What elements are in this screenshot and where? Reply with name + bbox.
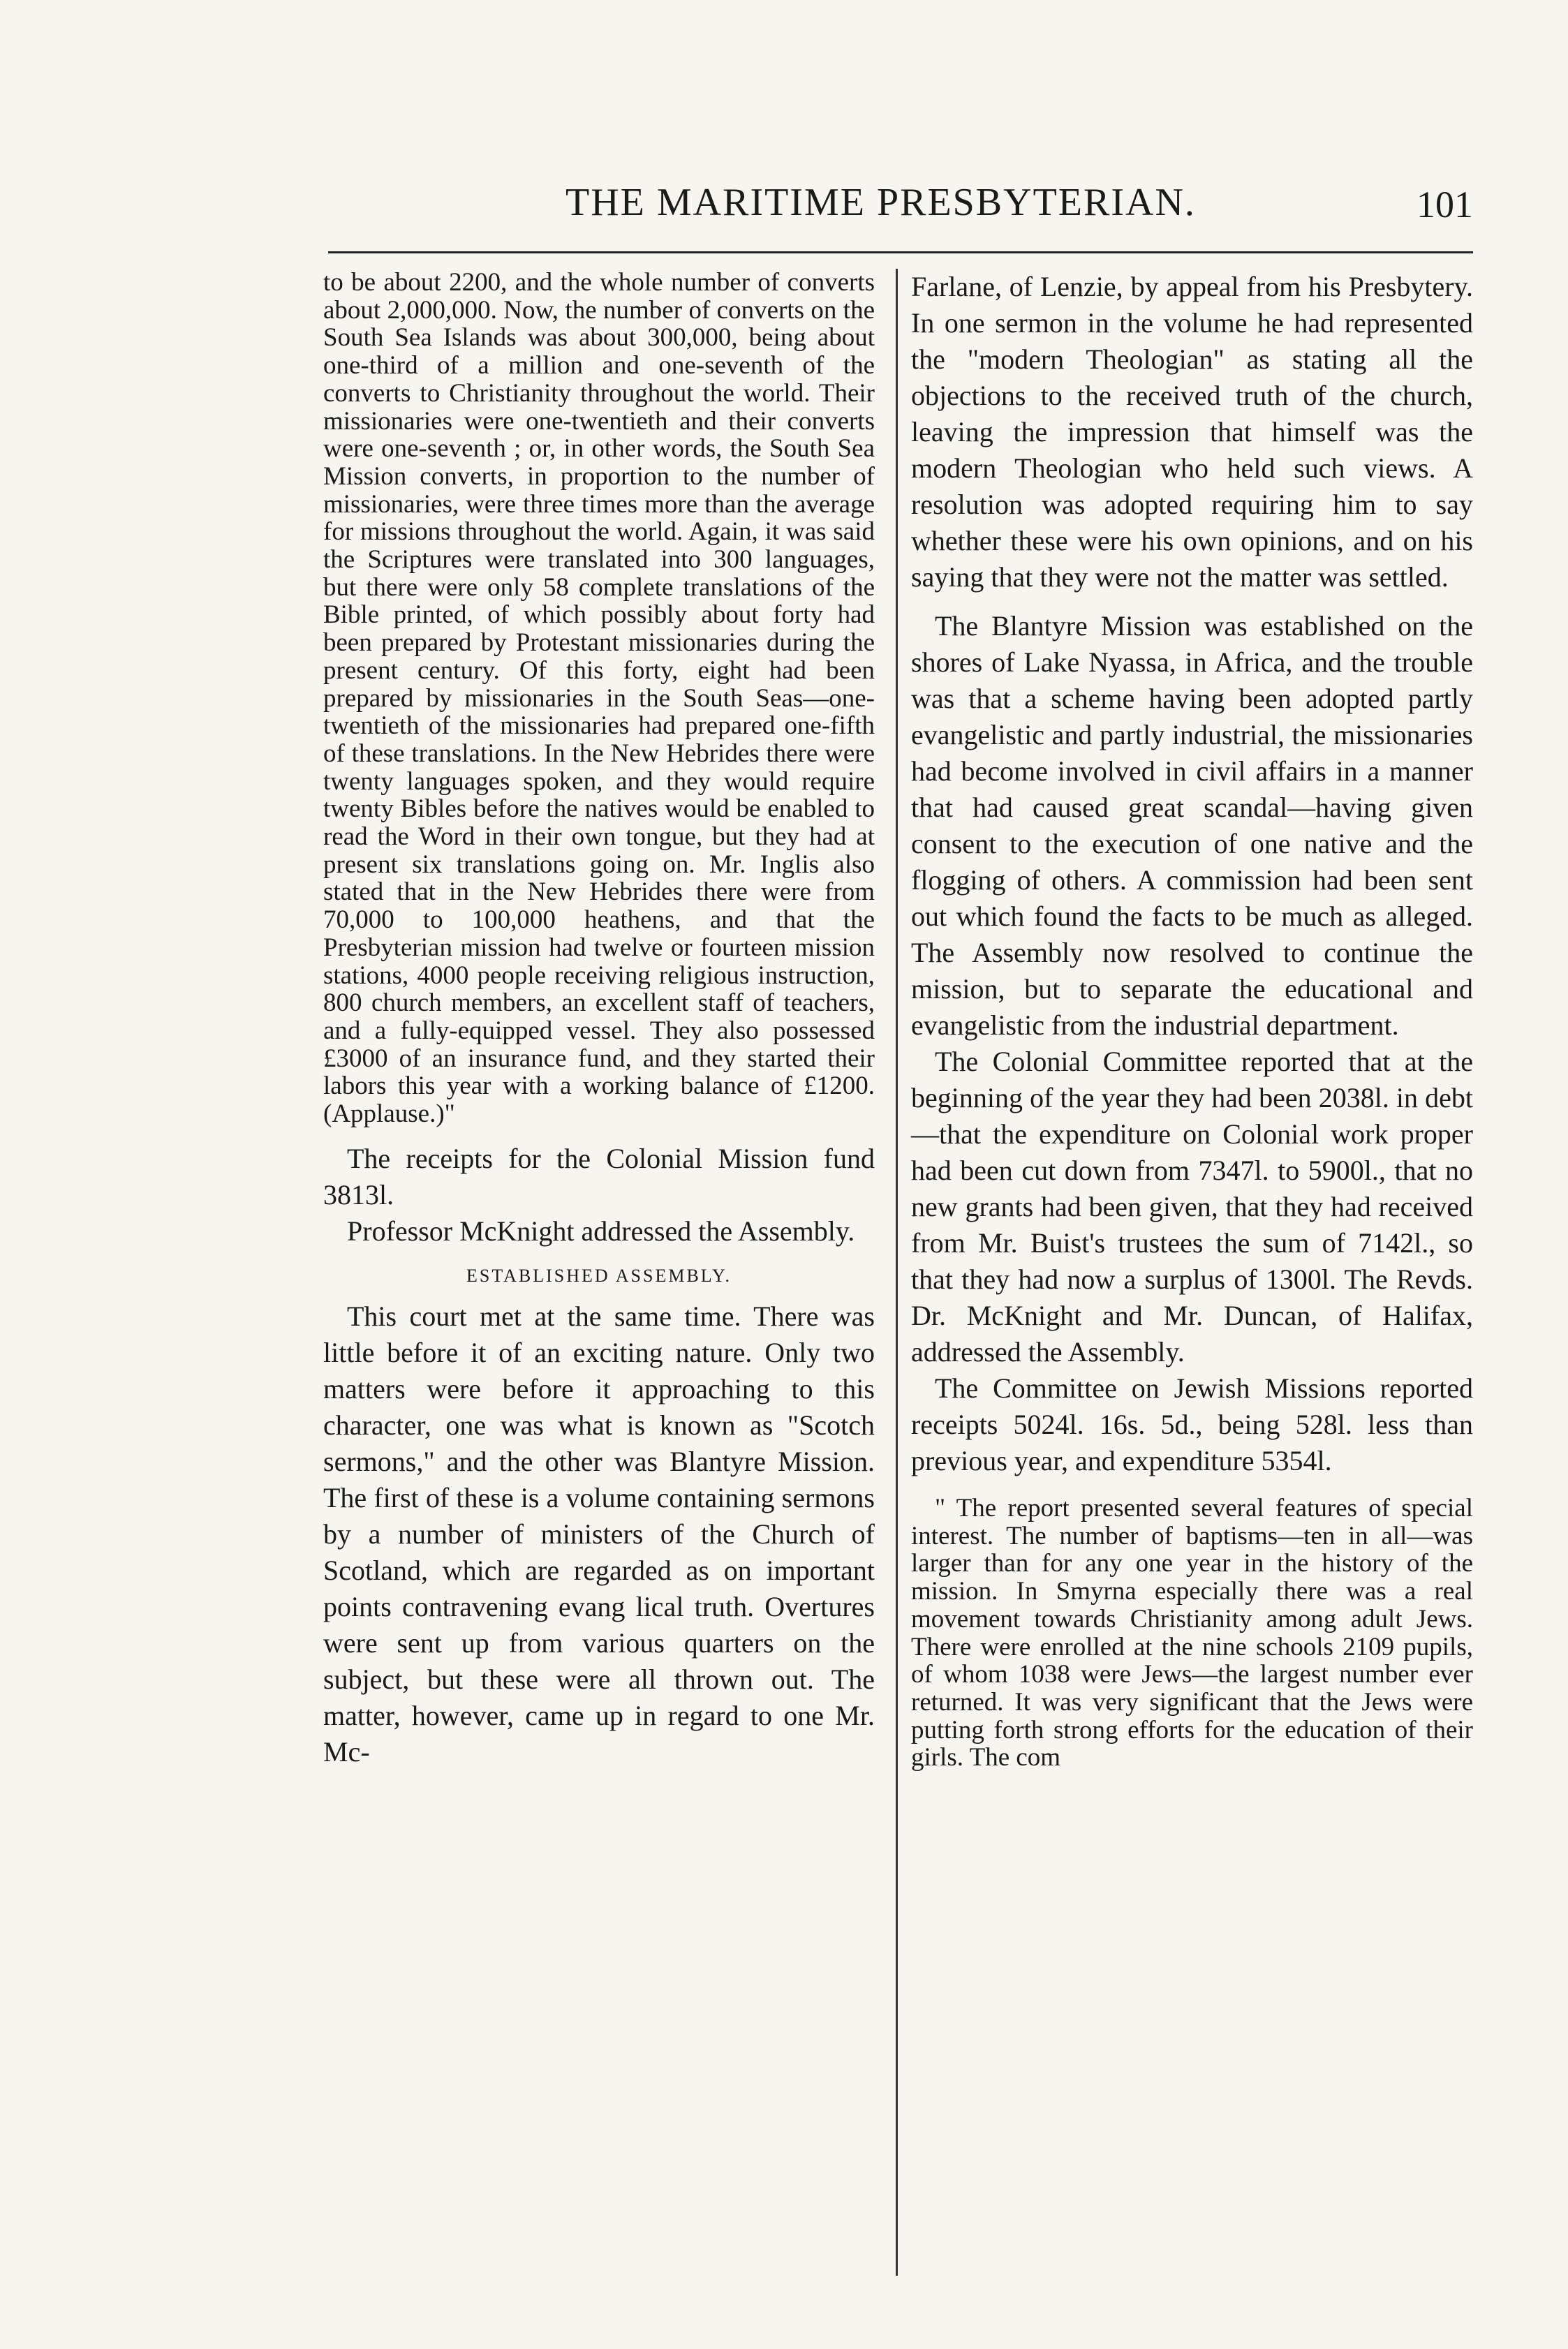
paragraph-blantyre-mission: The Blantyre Mission was established on the shores of Lake Nyassa, in Africa, and the trouble was that a scheme having been adopted partly evangelistic and partly industrial, the missionaries had become involved in civil affairs in a manner that had caused great scandal—having given consent to the execution of one native and the flogging of others. A commission had been sent out which found the facts to be much as alleged. The Assembly now resolved to continue the mission, but to separate the educational and evangelistic from the industrial department. [911,610,1473,1041]
running-header [328,168,1473,230]
header-rule [328,251,1473,253]
left-column [323,269,875,1770]
paragraph-colonial-committee: The Colonial Committee reported that at the beginning of the year they had been 2038l. in debt—that the expenditure on Colonial work proper had been cut down from 7347l. to 5900l., that no new grants had been given, that they had received from Mr. Buist's trustees the sum of 7142l., so that they had now a surplus of 1300l. The Revds. Dr. McKnight and Mr. Duncan, of Halifax, addressed the Assembly. [911,1046,1473,1368]
paragraph-colonial-receipts: The receipts for the Colonial Mission fund 3813l. [323,1142,875,1210]
paragraph-mcknight: Professor McKnight addressed the Assembly. [347,1215,855,1247]
paragraph-jewish-report-quote: " The report presented several features of special interest. The number of baptisms—ten in all—was larger than for any one year in the history of the mission. In Smyrna especially there was a real movement towards Christianity among adult Jews. There were enrolled at the nine schools 2109 pupils, of whom 1038 were Jews—the largest number ever returned. It was very significant that the Jews were putting forth strong efforts for the education of their girls. The com [911,1494,1473,1772]
page-number: 101 [1417,184,1473,225]
paragraph-established-assembly: This court met at the same time. There was little before it of an exciting nature. Only two matters were before it approaching to this character, one was what is known as "Scotch sermons," and the other was Blantyre Mission. The first of these is a volume containing sermons by a number of ministers of the Church of Scotland, which are regarded as on important points contravening evang lical truth. Overtures were sent up from various quarters on the subject, but these were all thrown out. The matter, however, came up in regard to one Mr. Mc- [323,1300,875,1768]
column-divider [896,269,898,2276]
section-heading: ESTABLISHED ASSEMBLY. [466,1265,732,1286]
paragraph-jewish-missions: The Committee on Jewish Missions reported receipts 5024l. 16s. 5d., being 528l. less than previous year, and expenditure 5354l. [911,1372,1473,1476]
paragraph-mcfarlane-appeal: Farlane, of Lenzie, by appeal from his Presbytery. In one sermon in the volume he had represented the "modern Theologian" as stating all the objections to the received truth of the church, leaving the impression that himself was the modern Theologian who held such views. A resolution was adopted requiring him to say whether these were his own opinions, and on his saying that they were not the matter was settled. [911,271,1473,593]
journal-title: THE MARITIME PRESBYTERIAN. [565,181,1196,224]
paragraph-south-sea-missions: to be about 2200, and the whole number of converts about 2,000,000. Now, the number of converts on the South Sea Islands was about 300,000, being about one-third of a million and one-seventh of the converts to Christianity throughout the world. Their missionaries were one-twentieth and their converts were one-seventh ; or, in other words, the South Sea Mission converts, in proportion to the number of missionaries, were three times more than the average for missions throughout the world. Again, it was said the Scriptures were translated into 300 languages, but there were only 58 complete translations of the Bible printed, of which possibly about forty had been prepared by Protestant missionaries during the present century. Of this forty, eight had been prepared by missionaries in the South Seas—one-twentieth of the missionaries had prepared one-fifth of these translations. In the New Hebrides there were twenty languages spoken, and they would require twenty Bibles before the natives would be enabled to read the Word in their own tongue, but they had at present six translations going on. Mr. Inglis also stated that in the New Hebrides there were from 70,000 to 100,000 heathens, and that the Presbyterian mission had twelve or fourteen mission stations, 4000 people receiving religious instruction, 800 church members, an excellent staff of teachers, and a fully-equipped vessel. They also possessed £3000 of an insurance fund, and they started their labors this year with a working balance of £1200. (Applause.)" [323,268,875,1129]
right-column [911,269,1473,1772]
